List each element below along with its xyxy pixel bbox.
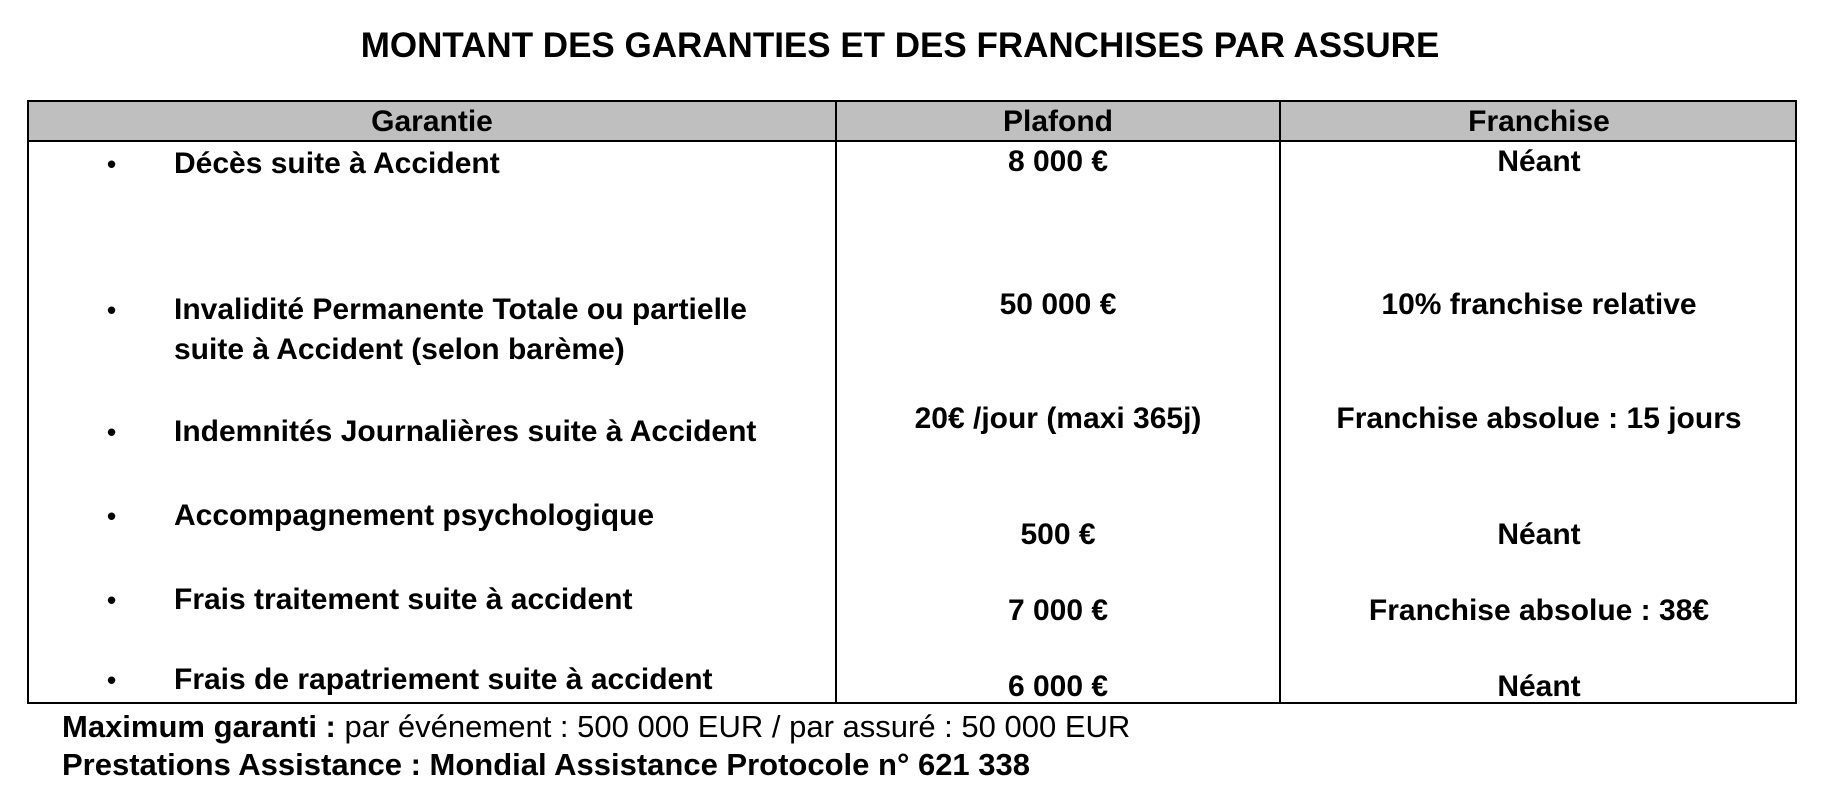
guarantees-table: [27, 100, 1797, 704]
bullet-marker: •: [107, 501, 117, 531]
garantie-frais-rapatriement: Frais de rapatriement suite à accident: [174, 663, 713, 696]
bullet-marker: •: [107, 585, 117, 615]
garantie-indemnites: Indemnités Journalières suite à Accident: [174, 415, 757, 448]
franchise-frais-rapatriement: Néant: [1497, 670, 1581, 703]
garantie-accompagnement: Accompagnement psychologique: [174, 499, 655, 532]
bullet-marker: •: [107, 295, 117, 325]
plafond-frais-traitement: 7 000 €: [1007, 594, 1109, 627]
header-plafond: Plafond: [1003, 105, 1113, 138]
franchise-deces: Néant: [1497, 145, 1581, 178]
plafond-frais-rapatriement: 6 000 €: [1007, 670, 1109, 703]
franchise-invalidite: 10% franchise relative: [1381, 288, 1697, 321]
document-title: MONTANT DES GARANTIES ET DES FRANCHISES PAR ASSURE: [360, 26, 1440, 65]
footer-prestations-assistance: [62, 746, 1030, 784]
garantie-frais-traitement: Frais traitement suite à accident: [174, 583, 633, 616]
footer-maximum-text: par événement : 500 000 EUR / par assuré : 50 000 EUR: [335, 709, 1131, 744]
garantie-invalidite-line2: suite à Accident (selon barème): [174, 333, 625, 366]
franchise-frais-traitement: Franchise absolue : 38€: [1368, 594, 1710, 627]
franchise-accompagnement: Néant: [1497, 518, 1581, 551]
bullet-marker: •: [107, 665, 117, 695]
franchise-indemnites: Franchise absolue : 15 jours: [1336, 402, 1742, 435]
garantie-deces: Décès suite à Accident: [174, 147, 500, 180]
plafond-accompagnement: 500 €: [1020, 518, 1096, 551]
header-garantie: Garantie: [371, 105, 493, 138]
bullet-marker: •: [107, 149, 117, 179]
plafond-deces: 8 000 €: [1007, 145, 1109, 178]
garantie-invalidite-line1: Invalidité Permanente Totale ou partielle: [174, 293, 747, 326]
plafond-indemnites: 20€ /jour (maxi 365j): [914, 402, 1202, 435]
plafond-invalidite: 50 000 €: [999, 288, 1117, 321]
footer-prestations-text: Prestations Assistance : Mondial Assistance Protocole n° 621 338: [62, 747, 1031, 782]
bullet-marker: •: [107, 417, 117, 447]
footer-maximum-label: Maximum garanti :: [62, 709, 336, 744]
footer-maximum-garanti: [62, 708, 1130, 746]
header-franchise: Franchise: [1468, 105, 1610, 138]
